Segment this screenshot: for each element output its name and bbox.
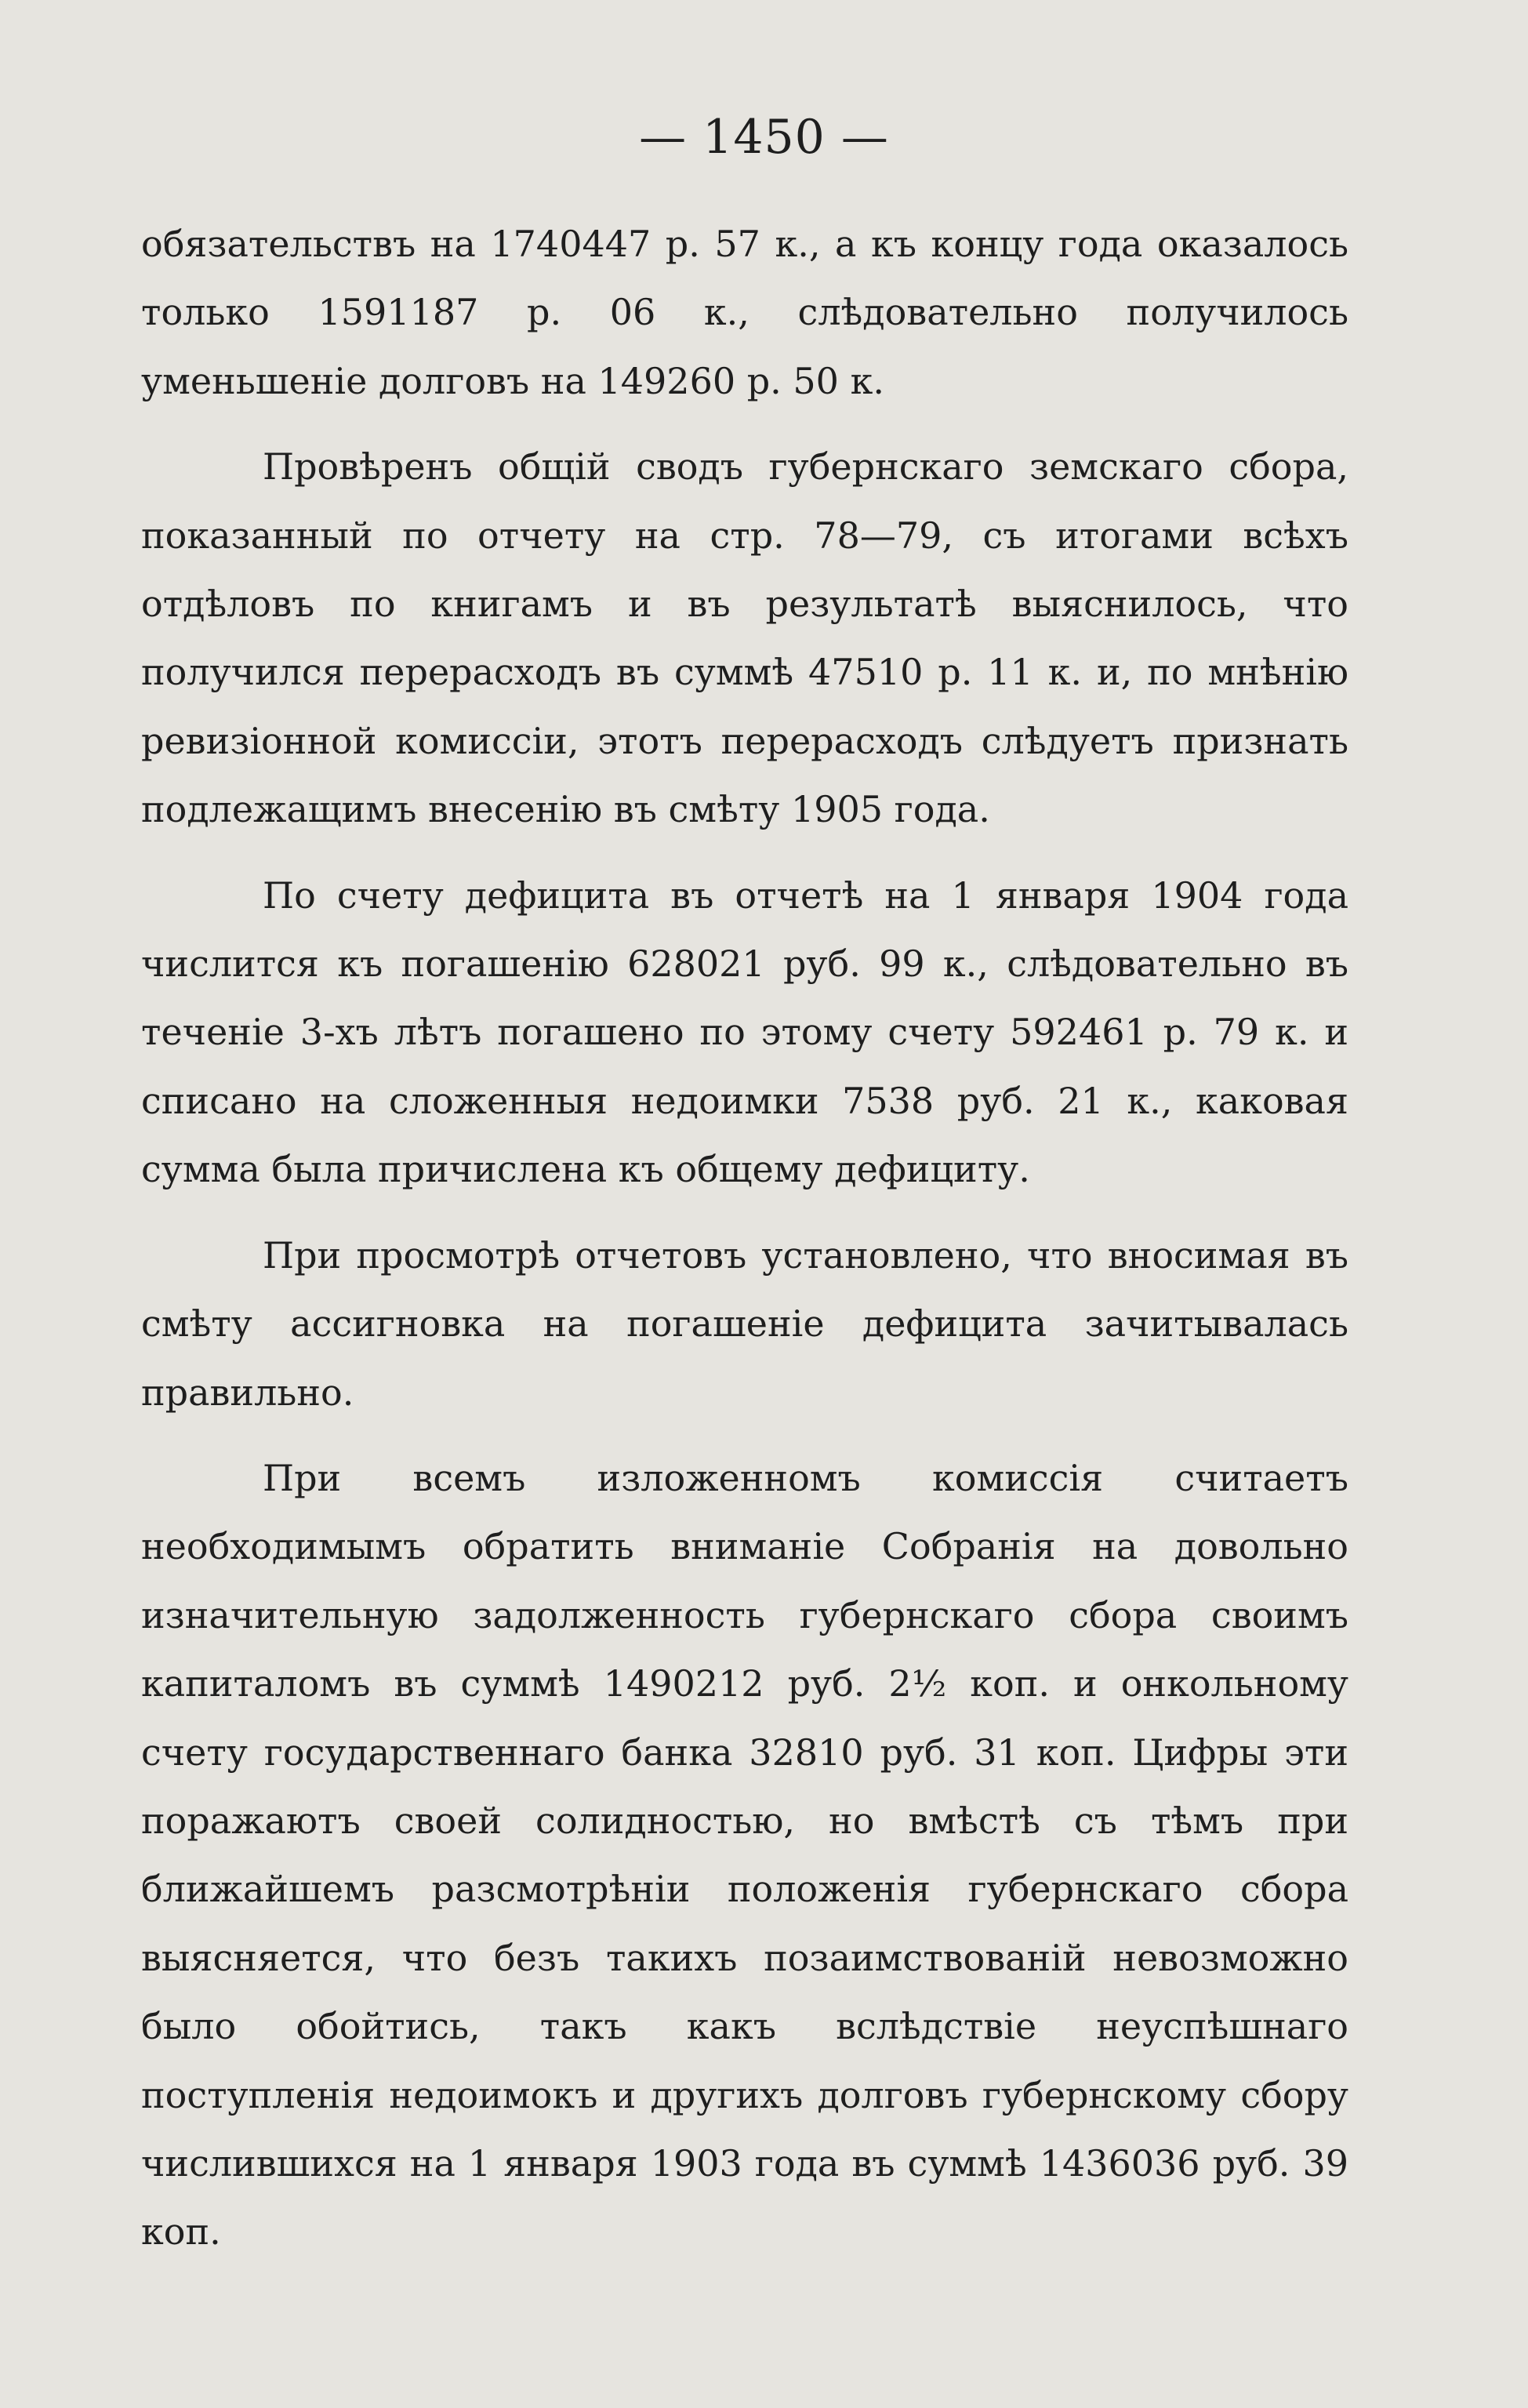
paragraph-commission-conclusion: При всемъ изложенномъ комиссія считаетъ необходимымъ обратить вниманіе Собранія на довольно изначительную задолженность губернскаго сбора своимъ капиталомъ въ суммѣ 1490212 руб. 2½ коп. и онкольному счету государственнаго банка 32810 руб. 31 коп. Цифры эти поражаютъ своей солидностью, но вмѣстѣ съ тѣмъ при ближайшемъ разсмотрѣніи положенія губернскаго сбора выясняется, что безъ такихъ позаимствованій невозможно было обойтись, такъ какъ вслѣдствіе неуспѣшнаго поступленія недоимокъ и другихъ долговъ губернскому сбору числившихся на 1 января 1903 года въ суммѣ 1436036 руб. 39 коп.	[141, 1456, 1348, 2254]
page-number: — 1450 —	[639, 110, 889, 165]
paragraph-report-review: При просмотрѣ отчетовъ установлено, что вносимая въ смѣту ассигновка на погашеніе дефицита зачитывалась правильно.	[141, 1233, 1348, 1414]
paragraph-deficit-account: По счету дефицита въ отчетѣ на 1 января 1904 года числится къ погашенію 628021 руб. 99 к., слѣдовательно въ теченіе 3-хъ лѣтъ погашено по этому счету 592461 р. 79 к. и списано на сложенныя недоимки 7538 руб. 21 к., каковая сумма была причислена къ общему дефициту.	[141, 873, 1348, 1191]
paragraph-zemstvo-summary: Провѣренъ общій сводъ губернскаго земскаго сбора, показанный по отчету на стр. 78—79, съ итогами всѣхъ отдѣловъ по книгамъ и въ результатѣ выяснилось, что получился перерасходъ въ суммѣ 47510 р. 11 к. и, по мнѣнію ревизіонной комиссіи, этотъ перерасходъ слѣдуетъ признать подлежащимъ внесенію въ смѣту 1905 года.	[141, 445, 1348, 831]
body-text	[141, 210, 1348, 2267]
paragraph-continuation: обязательствъ на 1740447 р. 57 к., а къ концу года оказалось только 1591187 р. 06 к., слѣдовательно получилось уменьшеніе долговъ на 149260 р. 50 к.	[141, 223, 1348, 402]
